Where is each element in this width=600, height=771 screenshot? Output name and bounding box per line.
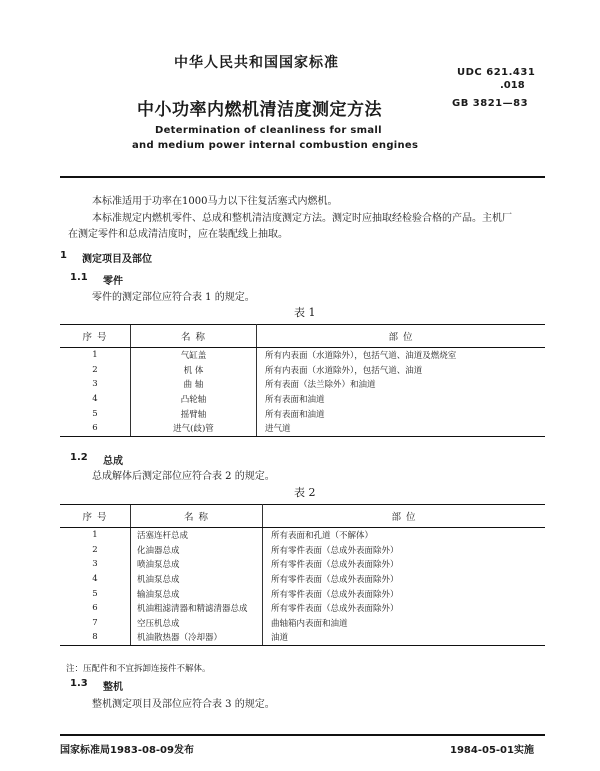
table-2-header-location: 部 位 (263, 505, 546, 528)
table-1-header-name: 名 称 (131, 325, 257, 348)
assembly-name: 空压机总成 (131, 616, 263, 631)
section-1-2-number: 1.2 (70, 452, 88, 463)
english-title-line-1: Determination of cleanliness for small (155, 125, 382, 136)
section-1-2-heading: 总成 (103, 456, 123, 467)
measurement-location: 所有零件表面（总成外表面除外） (271, 575, 399, 586)
table-row (60, 363, 545, 378)
row-number: 4 (92, 574, 98, 585)
row-number: 5 (92, 408, 98, 419)
row-number: 8 (60, 630, 131, 645)
table-row (60, 348, 545, 363)
assembly-name: 输油泵总成 (131, 586, 263, 601)
measurement-location: 进气道 (257, 421, 546, 436)
part-name: 进气(歧)管 (131, 421, 257, 436)
row-number: 1 (92, 530, 98, 541)
table-2-header-number: 序 号 (60, 505, 131, 528)
row-number: 6 (92, 603, 98, 614)
document-title: 中小功率内燃机清洁度测定方法 (137, 100, 382, 120)
measurement-location: 所有零件表面（总成外表面除外） (271, 604, 399, 615)
row-number: 4 (92, 394, 98, 405)
intro-paragraph-1: 本标准适用于功率在1000马力以下往复活塞式内燃机。 (92, 196, 338, 207)
section-1-number: 1 (60, 250, 67, 261)
measurement-location: 所有内表面（水道除外），包括气道、油道 (265, 365, 423, 376)
table-2-note: 注：压配件和不宜拆卸连接件不解体。 (66, 664, 211, 674)
part-name: 摇臂轴 (131, 406, 257, 421)
row-number: 2 (92, 364, 98, 375)
assembly-name: 机油粗滤清器和精滤清器总成 (131, 601, 263, 616)
table-row (60, 543, 545, 558)
assembly-name: 喷油泵总成 (131, 557, 263, 572)
english-title-line-2: and medium power internal combustion engines (132, 140, 419, 151)
part-name: 气缸盖 (131, 348, 257, 363)
issuing-agency: 中华人民共和国国家标准 (174, 55, 339, 71)
table-row (60, 630, 545, 645)
standard-number: GB 3821—83 (452, 98, 529, 109)
assembly-name: 机油散热器（冷却器） (131, 630, 263, 645)
row-number: 3 (92, 559, 98, 570)
intro-paragraph-2: 本标准规定内燃机零件、总成和整机清洁度测定方法。测定时应抽取经检验合格的产品。主机厂 (92, 213, 512, 224)
table-row (60, 392, 545, 407)
effective-date: 1984-05-01实施 (450, 745, 534, 756)
table-1-caption: 表 1 (294, 306, 316, 319)
table-row (60, 572, 545, 587)
part-name: 曲 轴 (131, 377, 257, 392)
table-2 (60, 504, 545, 646)
assembly-name: 机油泵总成 (131, 572, 263, 587)
measurement-location: 所有表面（法兰除外）和油道 (265, 380, 376, 391)
table-row (60, 421, 545, 436)
row-number: 5 (92, 588, 98, 599)
table-1 (60, 324, 545, 437)
section-1-1-heading: 零件 (103, 276, 123, 287)
section-1-heading: 测定项目及部位 (82, 254, 152, 265)
section-1-1-text: 零件的测定部位应符合表 1 的规定。 (92, 292, 255, 303)
row-number: 1 (92, 350, 98, 361)
measurement-location: 油道 (263, 630, 546, 645)
part-name: 机 体 (131, 363, 257, 378)
measurement-location: 所有表面和油道 (265, 409, 325, 420)
table-row (60, 406, 545, 421)
section-1-3-text: 整机测定项目及部位应符合表 3 的规定。 (92, 699, 275, 710)
assembly-name: 化油器总成 (131, 543, 263, 558)
table-1-header-location: 部 位 (257, 325, 546, 348)
measurement-location: 曲轴箱内表面和油道 (271, 618, 348, 629)
table-2-caption: 表 2 (294, 486, 316, 499)
table-row (60, 601, 545, 616)
measurement-location: 所有零件表面（总成外表面除外） (271, 545, 399, 556)
intro-paragraph-2-cont: 在测定零件和总成清洁度时，应在装配线上抽取。 (68, 229, 288, 240)
section-1-1-number: 1.1 (70, 272, 88, 283)
table-row (60, 377, 545, 392)
table-row (60, 528, 545, 543)
part-name: 凸轮轴 (131, 392, 257, 407)
measurement-location: 所有零件表面（总成外表面除外） (271, 589, 399, 600)
header-rule (60, 176, 545, 178)
measurement-location: 所有内表面（水道除外），包括气道、油道及燃烧室 (265, 351, 457, 362)
section-1-3-number: 1.3 (70, 678, 88, 689)
table-row (60, 586, 545, 601)
table-2-header-name: 名 称 (131, 505, 263, 528)
row-number: 6 (60, 421, 131, 436)
row-number: 7 (92, 617, 98, 628)
section-1-2-text: 总成解体后测定部位应符合表 2 的规定。 (92, 471, 275, 482)
row-number: 3 (92, 379, 98, 390)
footer-rule (60, 734, 545, 736)
udc-number-suffix: .018 (500, 80, 525, 91)
table-row (60, 616, 545, 631)
section-1-3-heading: 整机 (103, 682, 123, 693)
measurement-location: 所有表面和孔道（不解体） (271, 531, 374, 542)
issue-date: 国家标准局1983-08-09发布 (60, 745, 194, 756)
row-number: 2 (92, 544, 98, 555)
measurement-location: 所有表面和油道 (265, 395, 325, 406)
assembly-name: 活塞连杆总成 (131, 528, 263, 543)
udc-number: UDC 621.431 (457, 67, 536, 78)
table-1-header-number: 序 号 (60, 325, 131, 348)
table-row (60, 557, 545, 572)
measurement-location: 所有零件表面（总成外表面除外） (271, 560, 399, 571)
